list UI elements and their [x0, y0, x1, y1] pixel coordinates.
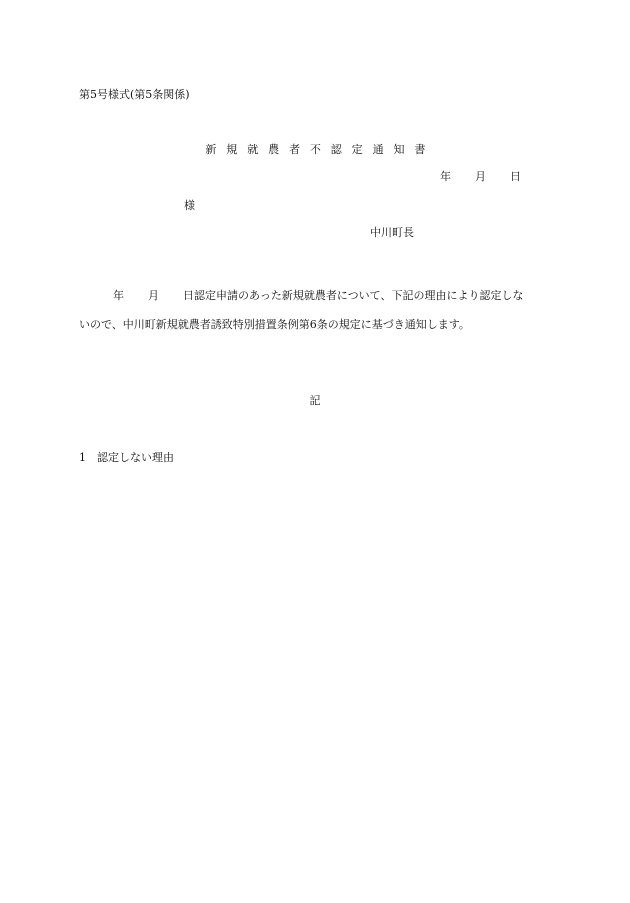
body-month-label: 月: [148, 289, 159, 302]
list-item: [79, 451, 174, 465]
body-text-line1: 日認定申請のあった新規就農者について、下記の理由により認定しな: [183, 289, 524, 302]
ki-heading: 記: [309, 394, 321, 407]
date-month-label: 月: [475, 170, 486, 183]
date-line: [440, 170, 521, 184]
body-year-label: 年: [113, 289, 124, 302]
date-day-label: 日: [510, 170, 521, 183]
document-title: 新 規 就 農 者 不 認 定 通 知 書: [205, 143, 429, 156]
date-year-label: 年: [440, 170, 451, 183]
issuer-name: 中川町長: [370, 226, 414, 239]
form-number: 第5号様式(第5条関係): [79, 88, 190, 101]
addressee-suffix: 様: [184, 199, 195, 212]
item-label: 認定しない理由: [97, 451, 174, 464]
body-paragraph: [79, 281, 549, 339]
body-text-line2: いので、中川町新規就農者誘致特別措置条例第6条の規定に基づき通知します。: [79, 318, 470, 331]
item-number: 1: [79, 451, 86, 464]
